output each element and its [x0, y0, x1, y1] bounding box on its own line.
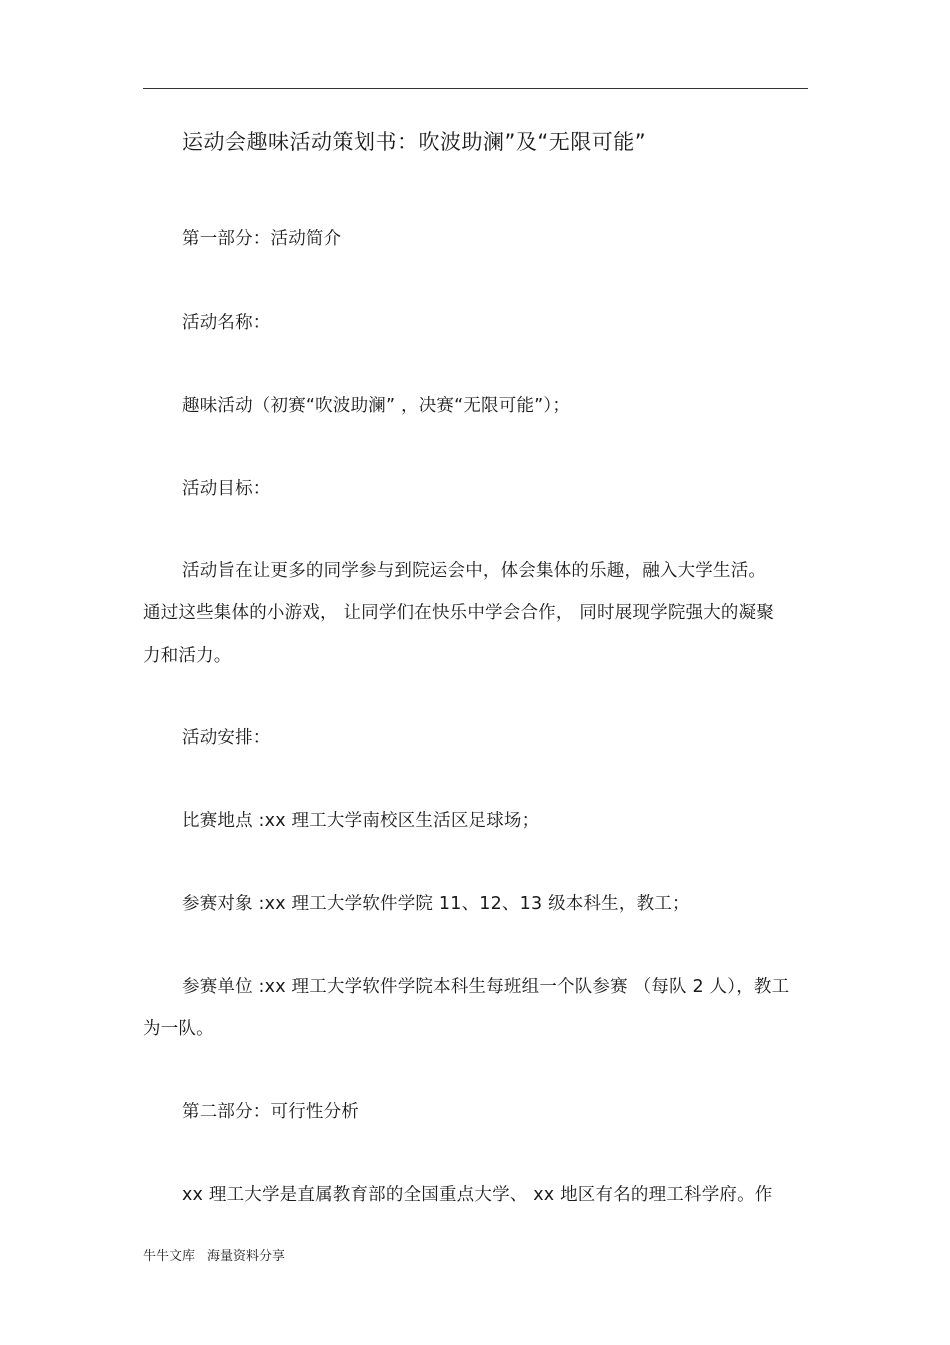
- text-units-line-1: 参赛单位 :xx 理工大学软件学院本科生每班组一个队参赛 （每队 2 人），教工: [182, 977, 790, 997]
- section-heading-2: 第二部分：可行性分析: [182, 1102, 359, 1122]
- paragraph-goal-line-1: 活动旨在让更多的同学参与到院运会中，体会集体的乐趣，融入大学生活。: [182, 561, 767, 581]
- paragraph-goal-line-3: 力和活力。: [143, 646, 232, 666]
- text-units-line-2: 为一队。: [143, 1019, 214, 1039]
- section-heading-1: 第一部分：活动简介: [182, 229, 342, 249]
- text-activity-name: 趣味活动（初赛“吹波助澜” ，决赛“无限可能”）；: [182, 396, 571, 416]
- label-activity-arrangement: 活动安排：: [182, 728, 271, 748]
- label-activity-name: 活动名称：: [182, 313, 271, 333]
- header-rule: [143, 88, 808, 89]
- document-title: 运动会趣味活动策划书：吹波助澜”及“无限可能”: [182, 130, 647, 154]
- footer-site-name: 牛牛文库: [143, 1249, 196, 1264]
- page-footer: [143, 1248, 285, 1266]
- label-activity-goal: 活动目标：: [182, 479, 271, 499]
- footer-slogan: 海量资料分享: [207, 1249, 286, 1264]
- paragraph-goal-line-2: 通过这些集体的小游戏， 让同学们在快乐中学会合作， 同时展现学院强大的凝聚: [143, 603, 775, 623]
- text-venue: 比赛地点 :xx 理工大学南校区生活区足球场；: [182, 811, 540, 831]
- text-participants: 参赛对象 :xx 理工大学软件学院 11、12、13 级本科生，教工；: [182, 894, 690, 914]
- paragraph-feasibility-line-1: xx 理工大学是直属教育部的全国重点大学、 xx 地区有名的理工科学府。作: [182, 1185, 773, 1205]
